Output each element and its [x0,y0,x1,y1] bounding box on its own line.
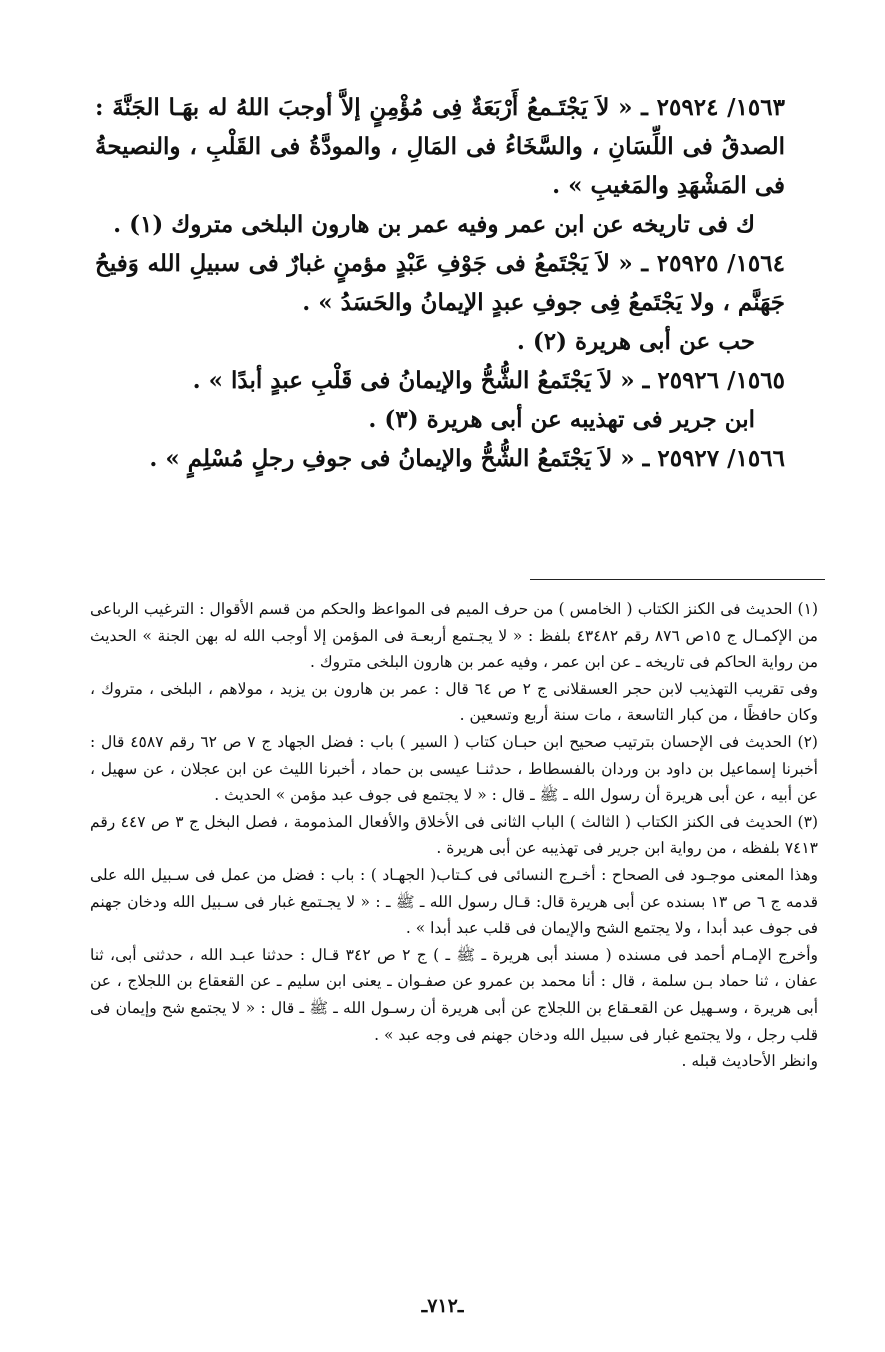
footnote-text: الحديث فى الإحسان بترتيب صحيح ابن حبـان كتاب ( السير ) باب : فضل الجهاد ج ٧ ص ٦٢ رقم ٤٥٨٧ قال : أخبرنا إسماعيل بن داود بن وردان بالفسطاط ، حدثنـا عيسى بن حماد ، أخبرنا الليث عن ابن عجلان ، عن سهيل ، عن أبيه ، عن أبى هريرة أن رسول الله ـ ﷺ ـ قال : « لا يجتمع فى جوف عبد مؤمن » الحديث . [90,732,818,805]
footnote-marker: (٢) [797,732,818,751]
footnote-divider [530,579,825,580]
hadith-entry [95,439,785,478]
footnote-paragraph: وفى تقريب التهذيب لابن حجر العسقلانى ج ٢ ص ٦٤ قال : عمر بن هارون بن يزيد ، مولاهم ، البلخى ، متروك ، وكان حافظًا ، من كبار التاسعة ، مات سنة أربع وتسعين . [90,679,818,725]
footnote-text: الحديث فى الكنز الكتاب ( الخامس ) من حرف الميم فى المواعظ والحكم من قسم الأقوال : الترغيب الرباعى من الإكمـال ج ١٥ص ٨٧٦ رقم ٤٣٤٨٢ بلفظ : « لا يجـتمع أربعـة فى المؤمن إلا أوجب الله له بهن الجنة » الحديث من رواية الحاكم فى تاريخه ـ عن ابن عمر ، وفيه عمر بن هارون البلخى متروك . [90,600,818,672]
hadith-entry [95,244,785,322]
hadith-source: ابن جرير فى تهذيبه عن أبى هريرة (٣) . [368,406,755,433]
footnote-marker: (١) [797,600,818,618]
footnote-paragraph: وهذا المعنى موجـود فى الصحاح : أخـرج النسائى فى كـتاب( الجهـاد ) : باب : فضل من عمل فى سـبيل الله على قدمه ج ٦ ص ١٣ بسنده عن أبى هريرة قال: قـال رسول الله ـ ﷺ ـ : « لا يجـتمع غبار فى سـبيل الله ودخان جهنم فى جوف عبد أبدا ، ولا يجتمع الشح والإيمان فى قلب عبد أبدا » . [90,865,818,938]
hadith-source: حب عن أبى هريرة (٢) . [516,328,755,355]
page-number: ـ٧١٢ـ [421,1295,464,1317]
footnotes [90,596,818,1075]
hadith-number: ١٥٦٣/ ٢٥٩٢٤ [656,94,785,121]
hadith-text: ـ « لاَ يَجْتَـمعُ أَرْبَعَةٌ فِى مُؤْمِنٍ إلاَّ أوجبَ اللهُ له بهَـا الجَنَّةَ : الصدقُ فى اللِّسَانِ ، والسَّخَاءُ فى المَالِ ، والمودَّةُ فى القَلْبِ ، والنصيحةُ فى المَشْهَدِ والمَغيبِ » . [95,94,785,199]
hadith-number: ١٥٦٦/ ٢٥٩٢٧ [657,445,785,472]
footnote-1 [90,596,818,676]
footnote-paragraph: وانظر الأحاديث قبله . [681,1052,818,1071]
hadith-text: ـ « لاَ يَجْتَمعُ الشُّحُّ والإيمانُ فى قَلْبِ عبدٍ أبدًا » . [192,367,650,394]
hadith-text: ـ « لاَ يَجْتَمعُ فى جَوْفِ عَبْدٍ مؤمنٍ غبارٌ فى سبيلِ الله وَفيحُ جَهَنَّم ، ولا يَجْتَمعُ فِى جوفِ عبدٍ الإيمانُ والحَسَدُ » . [95,250,785,316]
hadith-source: ك فى تاريخه عن ابن عمر وفيه عمر بن هارون البلخى متروك (١) . [113,211,755,238]
hadith-number: ١٥٦٥/ ٢٥٩٢٦ [657,367,785,394]
footnote-text: الحديث فى الكنز الكتاب ( الثالث ) الباب الثانى فى الأخلاق والأفعال المذمومة ، فصل البخل ج ٣ ص ٤٤٧ رقم ٧٤١٣ بلفظه ، من رواية ابن جرير فى تهذيبه عن أبى هريرة . [90,812,818,858]
hadith-entry [95,88,785,205]
hadith-entry [95,361,785,400]
hadith-number: ١٥٦٤/ ٢٥٩٢٥ [656,250,785,277]
main-text [95,88,785,478]
footnote-marker: (٣) [797,812,818,831]
footnote-paragraph: وأخرج الإمـام أحمد فى مسنده ( مسند أبى هريرة ـ ﷺ ـ ) ج ٢ ص ٣٤٢ قـال : حدثنا عبـد الله ، حدثنى أبى، ثنا عفان ، ثنا حماد بـن سلمة ، قال : أنا محمد بن عمرو عن صفـوان ـ يعنى ابن سليم ـ عن القعقاع بن اللجلاج ، عن أبى هريرة ، وسـهيل عن القعـقاع بن اللجلاج عن أبى هريرة أن رسـول الله ـ ﷺ ـ قال : « لا يجتمع شح وإيمان فى قلب رجل ، ولا يجتمع غبار فى سبيل الله ودخان جهنم فى وجه عبد » . [90,945,818,1044]
hadith-text: ـ « لاَ يَجْتَمعُ الشُّحُّ والإيمانُ فى جوفِ رجلٍ مُسْلِمٍ » . [149,445,650,472]
footnote-2 [90,729,818,809]
footnote-3 [90,809,818,862]
